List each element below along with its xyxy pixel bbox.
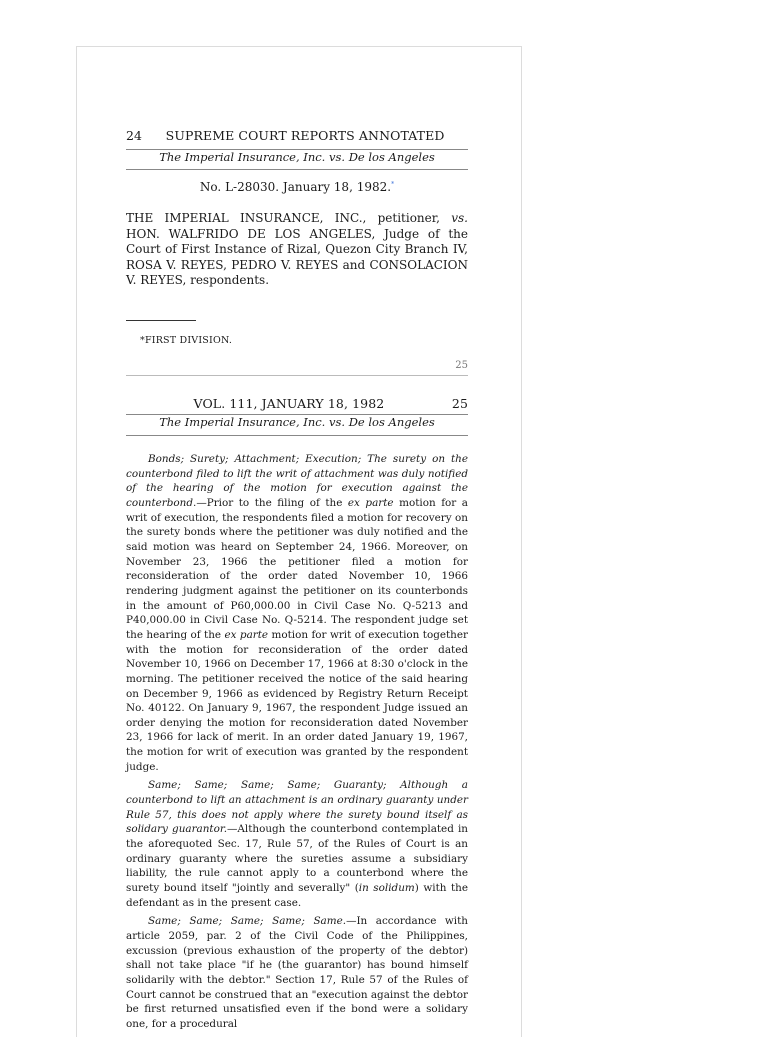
syllabus-paragraph: [126, 452, 468, 774]
latin-term: in solidum: [358, 882, 415, 895]
page-number: 24: [126, 128, 143, 143]
footnote: *FIRST DIVISION.: [140, 335, 233, 346]
footnote-rule: [126, 320, 196, 321]
syllabus-paragraph: [126, 914, 468, 1031]
case-title: The Imperial Insurance, Inc. vs. De los Angeles: [159, 150, 435, 164]
running-title: SUPREME COURT REPORTS ANNOTATED: [165, 128, 445, 143]
syllabus-keywords: Same; Same; Same; Same; Guaranty; Although a counterbond to lift an attachment is an ordinary guaranty under Rule 57, this does not apply where the surety bound itself as solidary guarantor.: [126, 779, 468, 836]
paragraph-text: motion for a writ of execution, the respondents filed a motion for recovery on the surety bonds where the petitioner was duly notified and the said motion was heard on September 24, 1966. Moreover, on November 23, 1966 the petitioner filed a motion for reconsideration of the order dated November 10, 1966 rendering judgment against the petitioner on its counterbonds in the amount of P60,000.00 in Civil Case No. Q-5213 and P40,000.00 in Civil Case No. Q-5214. The respondent judge set the hearing of the: [126, 496, 468, 641]
page-header: [126, 128, 468, 143]
paragraph-text: —Although the counterbond contemplated in the aforequoted Sec. 17, Rule 57, of the Rules of Court is an ordinary guaranty where the sureties assume a subsidiary liability, the rule cannot apply to a counterbond where the surety bound itself "jointly and severally" (: [126, 823, 468, 895]
footnote-marker-link[interactable]: *: [391, 181, 395, 188]
paragraph-text: —In accordance with article 2059, par. 2 of the Civil Code of the Philippines, excussion (previous exhaustion of the property of the debtor) shall not take place "if he (the guarantor) has bound himself solidarily with the debtor." Section 17, Rule 57 of the Rules of Court cannot be construed that an "execution against the debtor be first returned unsatisfied even if the bond were a solidary one, for a procedural: [126, 915, 468, 1030]
syllabus-keywords: Bonds; Surety; Attachment; Execution; The surety on the counterbond filed to lift the writ of attachment was duly notified of the hearing of the motion for execution against the counterbond.: [126, 453, 468, 509]
syllabus-keywords: Same; Same; Same; Same; Same.: [148, 915, 347, 928]
case-number-text: No. L-28030. January 18, 1982.: [199, 180, 392, 194]
case-parties: [126, 211, 468, 289]
case-number: [126, 180, 468, 194]
header-rule: [126, 169, 468, 170]
header-rule: [126, 435, 468, 436]
latin-term: ex parte: [347, 496, 394, 509]
page-number: 25: [451, 396, 468, 411]
syllabus-paragraph: [126, 778, 468, 910]
paragraph-text: motion for writ of execution together with the motion for reconsideration of the order dated November 10, 1966 on December 17, 1966 at 8:30 o'clock in the morning. The petitioner received the notice of the said hearing on December 9, 1966 as evidenced by Registry Return Receipt No. 40122. On January 9, 1967, the respondent Judge issued an order denying the motion for reconsideration dated November 23, 1966 for lack of merit. In an order dated January 19, 1967, the motion for writ of execution was granted by the respondent judge.: [126, 628, 468, 773]
respondents-text: HON. WALFRIDO DE LOS ANGELES, Judge of the Court of First Instance of Rizal, Quezon City Branch IV, ROSA V. REYES, PEDRO V. REYES and CONSOLACION V. REYES, respondents.: [126, 226, 468, 287]
paragraph-text: —Prior to the filing of the: [196, 496, 348, 509]
page-header: [126, 396, 468, 411]
syllabus-body: [126, 452, 468, 1036]
page-break-rule: [126, 375, 468, 376]
latin-term: ex parte: [224, 628, 269, 641]
versus-text: vs.: [451, 211, 468, 225]
petitioner-role: , petitioner,: [362, 211, 452, 225]
case-title: The Imperial Insurance, Inc. vs. De los Angeles: [159, 415, 435, 429]
next-page-number: 25: [455, 360, 468, 371]
paragraph-text: ) with the defendant as in the present case.: [126, 882, 468, 909]
petitioner-name: THE IMPERIAL INSURANCE, INC.: [126, 211, 363, 225]
volume-header: VOL. 111, JANUARY 18, 1982: [193, 396, 385, 411]
